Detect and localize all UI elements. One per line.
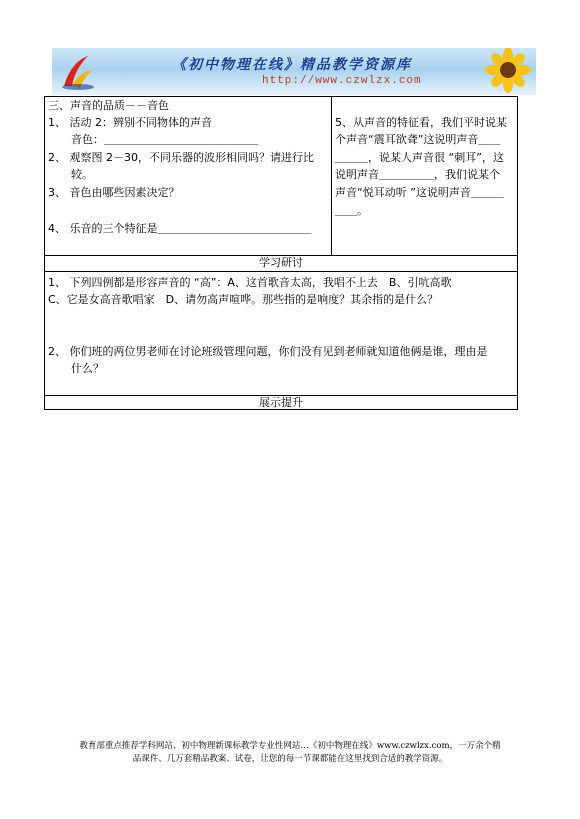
q5-line4: 说明声音＿＿＿＿＿，我们说某个 <box>335 168 500 181</box>
q5-line5: 声音“悦耳动听 ”这说明声音＿＿＿ <box>335 186 504 199</box>
study-header: 学习研讨 <box>45 255 517 272</box>
footer-line2: 品课件、几万套精品教案、试卷，让您的每一节课都能在这里找到合适的教学资源。 <box>132 754 448 764</box>
q2-line1: 2、 你们班的两位男老师在讨论班级管理问题，你们没有见到老师就知道他俩是谁，理由是 <box>48 345 488 358</box>
item-1-sub: 音色：＿＿＿＿＿＿＿＿＿＿＿＿＿＿ <box>71 133 258 146</box>
left-column <box>45 97 332 255</box>
q2-line2: 什么？ <box>71 362 104 375</box>
sunflower-icon <box>476 48 536 95</box>
item-4: 4、 乐音的三个特征是＿＿＿＿＿＿＿＿＿＿＿＿＿＿ <box>48 222 312 235</box>
footer-line1: 教育部重点推荐学科网站、初中物理新课标教学专业性网站…《初中物理在线》www.czwlzx.com，一万余个精 <box>79 741 501 751</box>
q5-line2: 个声音“震耳欲聋”这说明声音＿＿ <box>335 133 501 146</box>
q5-line6: ＿＿。 <box>335 204 368 217</box>
q1-line2: C、它是女高音歌唱家 D、请勿高声喧哗。那些指的是响度？其余指的是什么？ <box>48 293 439 306</box>
item-2-line2: 较。 <box>71 168 93 181</box>
item-1: 1、 活动 2：辨别不同物体的声音 <box>48 116 212 129</box>
study-row <box>45 272 517 396</box>
show-header: 展示提升 <box>259 396 303 409</box>
banner-title: 《初中物理在线》精品教学资源库 <box>172 57 412 73</box>
q1-line1: 1、 下列四例都是形容声音的 “高”：A、这首歌音太高，我唱不上去 B、引吭高歌 <box>48 276 452 289</box>
section-title: 三、声音的品质－－音色 <box>48 99 169 112</box>
q5-line1: 5、从声音的特征看，我们平时说某 <box>335 116 507 129</box>
activity-row <box>45 97 517 256</box>
item-3: 3、 音色由哪些因素决定？ <box>48 186 180 199</box>
banner-url[interactable]: http://www.czwlzx.com <box>262 75 422 87</box>
item-2-line1: 2、 观察图 2－30，不同乐器的波形相同吗？请进行比 <box>48 151 314 164</box>
worksheet-table <box>44 96 518 410</box>
right-column <box>332 97 517 255</box>
q5-line3: ＿＿＿，说某人声音很 “刺耳”，这 <box>335 151 504 164</box>
site-logo-icon <box>58 52 98 92</box>
header-banner <box>52 48 536 95</box>
